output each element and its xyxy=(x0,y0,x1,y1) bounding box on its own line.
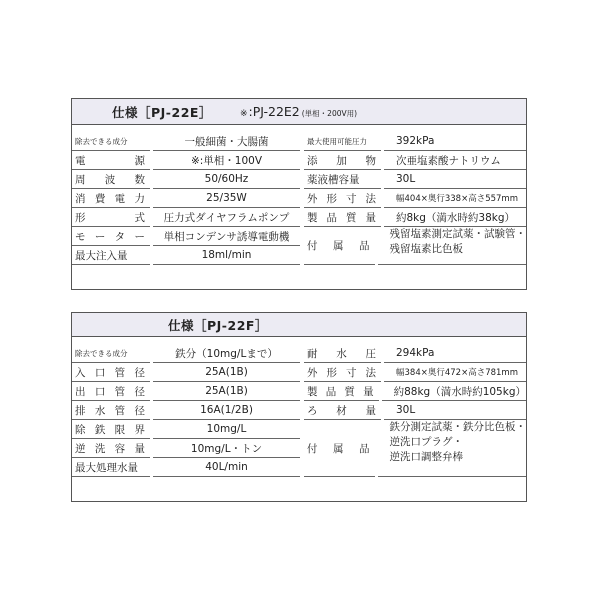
spec-row xyxy=(304,227,526,265)
spec-value-text: 392kPa xyxy=(396,135,435,147)
spec-label-text: 径 xyxy=(134,385,145,398)
spec-value-text: 294kPa xyxy=(396,347,435,359)
spec-value-text: 一般細菌・大腸菌 xyxy=(184,135,269,148)
spec-row xyxy=(72,132,300,151)
spec-label-text: 形 xyxy=(326,192,337,205)
spec-value xyxy=(153,151,300,170)
spec-label-text: 法 xyxy=(365,192,376,205)
spec-label-text: 出 xyxy=(75,385,86,398)
spec-label-text: 洗 xyxy=(94,442,106,455)
spec-value xyxy=(153,189,300,208)
spec-label-text: 質 xyxy=(344,385,355,398)
spec-value-text: 約88kg（満水時約105kg） xyxy=(393,385,526,398)
spec-label-text: 寸 xyxy=(346,192,357,205)
spec-label xyxy=(72,363,150,382)
spec-label-text: 外 xyxy=(307,192,318,205)
spec-value-text: 40L/min xyxy=(205,461,248,473)
spec-value-text: 約8kg（満水時約38kg） xyxy=(396,211,516,224)
spec-value xyxy=(153,382,300,401)
spec-row xyxy=(304,420,526,477)
spec-label-text: 寸 xyxy=(346,366,357,379)
spec-row xyxy=(304,170,526,189)
spec-header xyxy=(72,99,526,125)
spec-row xyxy=(304,132,526,151)
spec-header xyxy=(72,313,526,337)
spec-label-text: 波 xyxy=(104,173,116,186)
spec-label-text: 外 xyxy=(307,366,318,379)
spec-row xyxy=(72,170,300,189)
spec-label-text: 質 xyxy=(346,211,357,224)
spec-label xyxy=(72,208,150,227)
spec-label-text: 圧 xyxy=(365,347,376,360)
spec-title: 仕様［PJ-22E］ xyxy=(112,104,212,120)
note-mark: ※ xyxy=(239,109,248,119)
spec-column-left xyxy=(72,132,300,265)
spec-label-text: 鉄 xyxy=(94,423,106,436)
spec-value xyxy=(384,363,526,382)
spec-value-text: 圧力式ダイヤフラムポンプ xyxy=(163,211,290,224)
spec-label-text: ー xyxy=(94,230,106,243)
spec-row xyxy=(72,344,300,363)
spec-label-text: 属 xyxy=(333,240,344,252)
spec-label-text: 最大使用可能圧力 xyxy=(307,136,367,146)
spec-value-text: 鉄分（10mg/Lまで） xyxy=(175,347,278,360)
spec-label-text: 品 xyxy=(326,211,337,224)
spec-label xyxy=(72,151,150,170)
spec-label-text: 入 xyxy=(75,366,86,379)
spec-label xyxy=(72,420,150,439)
spec-label-text: 物 xyxy=(365,154,376,167)
spec-label-text: 源 xyxy=(134,154,145,167)
spec-label-text: 品 xyxy=(325,385,337,398)
spec-label xyxy=(304,208,381,227)
spec-table-pj22e xyxy=(71,98,527,290)
spec-value xyxy=(153,208,300,227)
spec-label xyxy=(72,189,150,208)
spec-value-text: 25/35W xyxy=(206,192,247,204)
spec-label-text: 口 xyxy=(94,366,106,379)
spec-row xyxy=(72,382,300,401)
spec-label-text: 口 xyxy=(94,385,106,398)
spec-value-text: 10mg/L xyxy=(206,423,247,435)
spec-value xyxy=(384,401,526,420)
spec-label xyxy=(72,401,150,420)
spec-label-text: 量 xyxy=(134,442,145,455)
spec-label xyxy=(72,439,150,458)
spec-row xyxy=(304,189,526,208)
spec-label xyxy=(304,189,381,208)
spec-value xyxy=(153,170,300,189)
spec-title: 仕様［PJ-22F］ xyxy=(168,317,268,333)
spec-row xyxy=(72,151,300,170)
spec-label-text: 量 xyxy=(365,404,376,417)
spec-value-text: 次亜塩素酸ナトリウム xyxy=(396,154,501,167)
spec-label xyxy=(72,132,150,151)
spec-row xyxy=(72,401,300,420)
spec-label-text: 属 xyxy=(333,442,344,455)
spec-label-text: 量 xyxy=(365,211,376,224)
model-note xyxy=(240,104,357,119)
spec-label-text: 品 xyxy=(359,442,370,455)
spec-value xyxy=(153,401,300,420)
spec-value xyxy=(378,227,527,265)
spec-label-text: 除去できる成分 xyxy=(75,348,128,358)
spec-label-text: 水 xyxy=(94,404,106,417)
spec-value xyxy=(384,344,526,363)
spec-label-text: 法 xyxy=(365,366,376,379)
spec-value-text: 逆洗口調整弁棒 xyxy=(389,451,463,463)
spec-value xyxy=(378,420,527,477)
spec-label-text: 径 xyxy=(134,366,145,379)
spec-value-text: 10mg/L・トン xyxy=(190,442,263,455)
spec-value-text: 50/60Hz xyxy=(204,173,249,185)
spec-label-text: 製 xyxy=(307,385,318,398)
spec-value-text: 単相コンデンサ誘導電動機 xyxy=(163,230,290,243)
spec-label-text: モ xyxy=(75,230,86,243)
spec-label-text: 管 xyxy=(114,366,126,379)
spec-value-text: 残留塩素測定試薬・試験管・ xyxy=(389,228,526,240)
spec-label-text: 耐 xyxy=(307,347,318,360)
spec-value xyxy=(153,458,300,477)
spec-label-text: 形 xyxy=(75,211,86,224)
spec-value xyxy=(384,170,526,189)
spec-label-text: 添 xyxy=(307,154,318,167)
spec-value xyxy=(384,189,526,208)
spec-label xyxy=(304,363,381,382)
spec-label-text: 容 xyxy=(114,442,126,455)
spec-label-text: ー xyxy=(134,230,145,243)
spec-label xyxy=(304,382,379,401)
spec-value-text: 幅384×奥行472×高さ781mm xyxy=(396,368,518,378)
spec-value xyxy=(153,246,300,265)
spec-label-text: 限 xyxy=(114,423,126,436)
spec-label xyxy=(304,170,381,189)
spec-value xyxy=(384,208,526,227)
spec-label-text: 界 xyxy=(134,423,145,436)
spec-value-text: 25A(1B) xyxy=(205,385,248,397)
spec-label-text: 水 xyxy=(336,347,347,360)
spec-label-text: 管 xyxy=(114,404,126,417)
spec-label-text: 材 xyxy=(336,404,347,417)
spec-value-text: 逆洗口プラグ・ xyxy=(389,436,463,448)
spec-value-text: 30L xyxy=(396,173,416,185)
spec-label-text: 最大処理水量 xyxy=(75,461,138,474)
spec-label xyxy=(72,382,150,401)
spec-label-text: タ xyxy=(114,230,126,243)
spec-value-text: 16A(1/2B) xyxy=(200,404,253,416)
spec-label xyxy=(304,132,381,151)
spec-label-text: 力 xyxy=(134,192,145,205)
spec-label xyxy=(72,246,150,265)
spec-label xyxy=(304,344,381,363)
spec-label xyxy=(72,170,150,189)
spec-row xyxy=(304,344,526,363)
spec-row xyxy=(72,227,300,246)
spec-label-text: 薬液槽容量 xyxy=(307,173,360,186)
spec-row xyxy=(72,208,300,227)
spec-value xyxy=(384,132,526,151)
spec-value-text: ※:単相・100V xyxy=(190,154,263,167)
spec-row xyxy=(72,439,300,458)
spec-column-right xyxy=(304,344,526,477)
spec-label xyxy=(72,344,150,363)
spec-label-text: 除去できる成分 xyxy=(75,136,128,146)
spec-label xyxy=(72,227,150,246)
spec-value-text: 幅404×奥行338×高さ557mm xyxy=(396,194,518,204)
spec-label-text: 排 xyxy=(75,404,86,417)
spec-label-text: 数 xyxy=(134,173,145,186)
spec-value-text: 18ml/min xyxy=(201,249,252,261)
spec-label-text: ろ xyxy=(307,404,318,417)
spec-label xyxy=(72,458,150,477)
spec-table-pj22f xyxy=(71,312,527,502)
spec-label xyxy=(304,151,381,170)
spec-label-text: 形 xyxy=(326,366,337,379)
spec-label-text: 付 xyxy=(307,442,318,455)
spec-value-text: 30L xyxy=(396,404,416,416)
spec-label-text: 電 xyxy=(75,154,86,167)
spec-row xyxy=(304,401,526,420)
spec-label-text: 径 xyxy=(134,404,145,417)
spec-value xyxy=(382,382,526,401)
spec-row xyxy=(304,151,526,170)
spec-row xyxy=(72,363,300,382)
spec-label-text: 消 xyxy=(75,192,86,205)
spec-row xyxy=(72,189,300,208)
spec-label-text: 量 xyxy=(363,385,374,398)
spec-value xyxy=(384,151,526,170)
note-detail: (単相・200V用) xyxy=(301,109,358,118)
spec-value-text: 25A(1B) xyxy=(205,366,248,378)
spec-label-text: 除 xyxy=(75,423,86,436)
spec-value-text: 残留塩素比色板 xyxy=(389,243,463,255)
spec-value xyxy=(153,344,300,363)
spec-row xyxy=(304,382,526,401)
spec-label-text: 逆 xyxy=(75,442,86,455)
spec-label-text: 品 xyxy=(359,240,370,252)
spec-label-text: 電 xyxy=(114,192,126,205)
spec-row xyxy=(304,363,526,382)
spec-label-text: 付 xyxy=(307,240,318,252)
spec-value xyxy=(153,439,300,458)
spec-label-text: 周 xyxy=(75,173,86,186)
spec-value xyxy=(153,363,300,382)
spec-label-text: 費 xyxy=(94,192,106,205)
spec-row xyxy=(72,420,300,439)
spec-value-text: 鉄分測定試薬・鉄分比色板・ xyxy=(389,421,526,433)
note-model: :PJ-22E2 xyxy=(248,104,300,119)
spec-value xyxy=(153,227,300,246)
spec-value xyxy=(153,132,300,151)
spec-label-text: 製 xyxy=(307,211,318,224)
spec-column-right xyxy=(304,132,526,265)
spec-label-text: 管 xyxy=(114,385,126,398)
spec-label-text: 最大注入量 xyxy=(75,249,128,262)
spec-value xyxy=(153,420,300,439)
spec-label-text: 式 xyxy=(134,211,145,224)
spec-label xyxy=(304,420,375,477)
spec-label xyxy=(304,227,375,265)
spec-column-left xyxy=(72,344,300,477)
spec-label xyxy=(304,401,381,420)
spec-label-text: 加 xyxy=(336,154,347,167)
spec-row xyxy=(72,458,300,477)
spec-row xyxy=(72,246,300,265)
spec-row xyxy=(304,208,526,227)
